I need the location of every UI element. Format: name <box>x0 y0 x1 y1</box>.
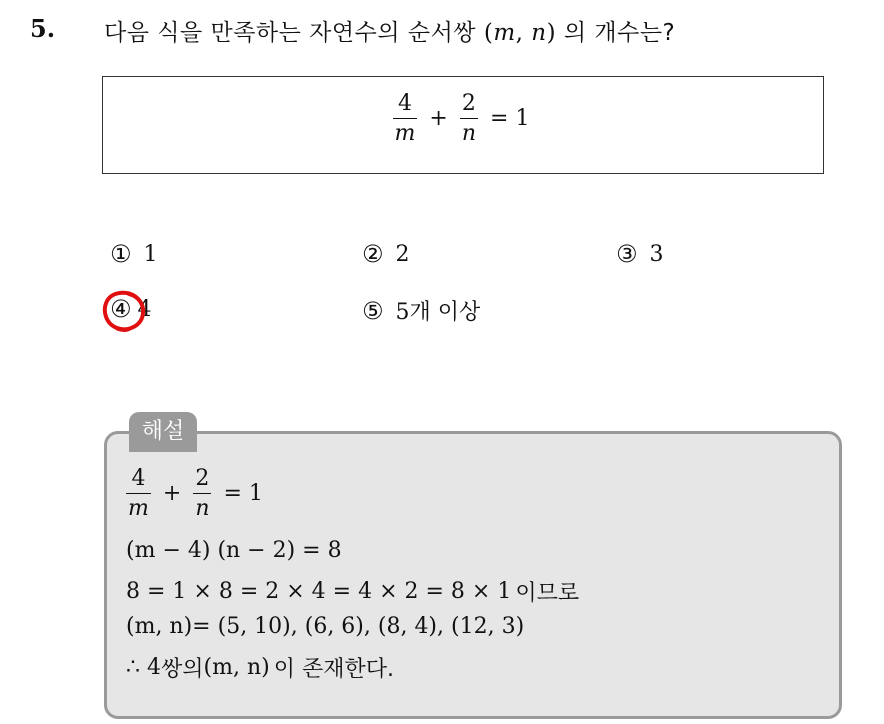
choice-marker: ① <box>110 240 132 268</box>
main-equation <box>103 91 823 146</box>
solution-pairs: (m, n)= (5, 10), (6, 6), (8, 4), (12, 3) <box>126 614 525 639</box>
factor-pairs-suffix: 이므로 <box>515 581 580 606</box>
choice-label: 3 <box>649 241 664 267</box>
denominator: m <box>393 118 418 146</box>
equation-rhs: = 1 <box>223 481 263 506</box>
pair-comma: , <box>515 20 532 46</box>
solution-line-3 <box>126 576 579 607</box>
equation-rhs: = 1 <box>490 106 530 131</box>
equation-box <box>102 76 824 174</box>
choice-marker: ⑤ <box>362 296 384 325</box>
choice-label: 2 <box>395 241 410 267</box>
choice-label-number: 5 <box>395 300 410 325</box>
plus-sign: + <box>162 481 182 506</box>
numerator: 2 <box>461 91 476 116</box>
solution-line-5 <box>126 652 394 683</box>
var-n: n <box>531 20 547 46</box>
plus-sign: + <box>429 106 448 131</box>
choice-5[interactable] <box>362 295 480 326</box>
solution-line-1 <box>126 466 271 521</box>
choice-3[interactable] <box>616 240 664 268</box>
numerator: 4 <box>131 466 146 491</box>
choice-marker: ④ <box>110 295 132 323</box>
denominator: m <box>126 493 151 521</box>
denominator: n <box>193 493 211 521</box>
choice-marker: ③ <box>616 240 638 268</box>
numerator: 2 <box>195 466 210 491</box>
choice-label <box>396 295 481 326</box>
choice-2[interactable] <box>362 240 410 268</box>
solution-tab: 해설 <box>129 412 197 452</box>
factor-pairs: 8 = 1 × 8 = 2 × 4 = 4 × 2 = 8 × 1 <box>126 579 512 604</box>
choice-1[interactable] <box>110 240 158 268</box>
solution-line-2 <box>126 538 342 563</box>
question-text-before: 다음 식을 만족하는 자연수의 순서쌍 <box>104 20 484 46</box>
fraction-2-over-n <box>460 91 478 146</box>
conclusion-text-2: 이 존재한다. <box>273 657 394 682</box>
factored-equation: (m − 4) (n − 2) = 8 <box>126 538 342 563</box>
question-number: 5. <box>30 14 56 43</box>
denominator: n <box>460 118 478 146</box>
pair-close-paren: ) <box>546 20 557 46</box>
conclusion-count: ∴ 4 <box>126 655 161 680</box>
choice-label: 1 <box>143 241 158 267</box>
fraction-4-over-m <box>393 91 418 146</box>
question-text-after: 의 개수는? <box>556 20 676 46</box>
var-m: m <box>493 20 516 46</box>
choice-label-text: 개 이상 <box>409 300 481 325</box>
fraction-4-over-m <box>126 466 151 521</box>
answer-circle-mark-icon <box>100 288 150 334</box>
choice-label: 4 <box>137 296 152 322</box>
conclusion-text-1: 쌍의 <box>161 657 204 682</box>
fraction-2-over-n <box>193 466 211 521</box>
question-text <box>104 14 675 47</box>
conclusion-pair: (m, n) <box>203 655 270 680</box>
pair-open-paren: ( <box>483 20 494 46</box>
solution-line-4 <box>126 614 524 639</box>
numerator: 4 <box>397 91 412 116</box>
choice-marker: ② <box>362 240 384 268</box>
